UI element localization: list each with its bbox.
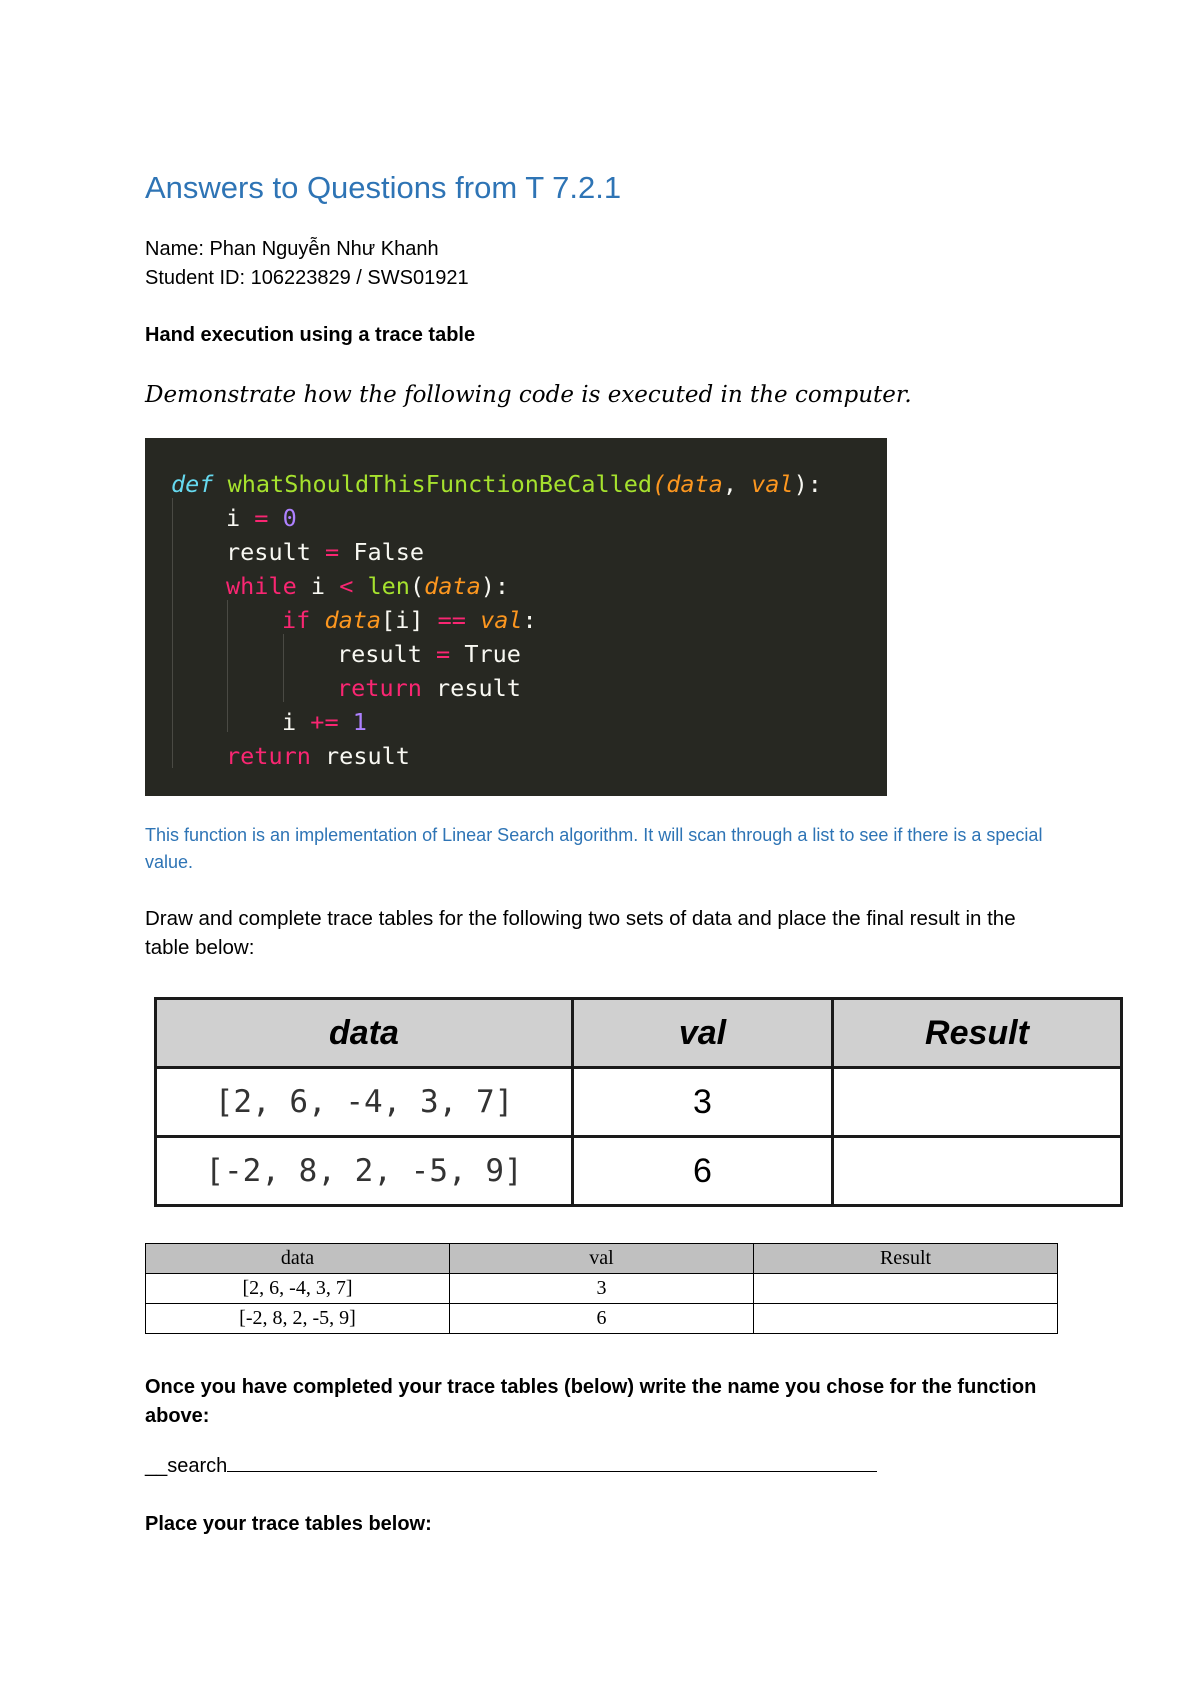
constant: False [353, 538, 425, 566]
column-header: val [450, 1244, 754, 1274]
operator: < [339, 572, 354, 600]
column-header: val [573, 999, 833, 1068]
punct: , [722, 470, 752, 498]
code-line-6 [337, 637, 521, 671]
identifier: i [296, 572, 340, 600]
column-header: data [156, 999, 573, 1068]
identifier: result [226, 538, 311, 566]
question-text: Once you have completed your trace tables (below) write the name you chose for the function above: [145, 1376, 1037, 1427]
keyword: return [337, 674, 422, 702]
keyword: return [226, 742, 311, 770]
indent-guide [172, 498, 173, 768]
table-row [146, 1304, 1058, 1334]
operator: == [423, 606, 481, 634]
instruction-text: Demonstrate how the following code is executed in the computer. [145, 382, 912, 408]
table-cell: 6 [450, 1304, 754, 1334]
keyword: while [226, 572, 297, 600]
code-line-4 [226, 569, 509, 603]
table-row [146, 1274, 1058, 1304]
table-cell: 3 [573, 1068, 833, 1137]
index: [i] [381, 606, 424, 634]
table-cell: [2, 6, -4, 3, 7] [146, 1274, 450, 1304]
punct: ( [409, 572, 425, 600]
table-row [156, 1137, 1122, 1206]
answer-text: __search [145, 1455, 228, 1477]
operator: = [310, 538, 354, 566]
number: 0 [282, 504, 297, 532]
table-cell[interactable] [754, 1274, 1058, 1304]
table-cell: [2, 6, -4, 3, 7] [156, 1068, 573, 1137]
code-line-1 [171, 467, 822, 501]
task-paragraph: Draw and complete trace tables for the following two sets of data and place the final result in the table below: [145, 907, 1016, 959]
code-line-9 [226, 739, 410, 773]
document-title: Answers to Questions from T 7.2.1 [145, 170, 622, 205]
table-cell: [-2, 8, 2, -5, 9] [156, 1137, 573, 1206]
code-line-8 [282, 705, 367, 739]
identifier: result [421, 674, 521, 702]
punct: ): [793, 470, 822, 498]
operator: = [421, 640, 465, 668]
constant: True [464, 640, 521, 668]
code-block [145, 438, 887, 796]
space [310, 606, 324, 634]
result-table [145, 1243, 1058, 1334]
column-header: Result [833, 999, 1122, 1068]
code-line-2 [226, 501, 297, 535]
column-header: data [146, 1244, 450, 1274]
punct: ): [480, 572, 510, 600]
number: 1 [352, 708, 367, 736]
table-cell: [-2, 8, 2, -5, 9] [146, 1304, 450, 1334]
function-name: whatShouldThisFunctionBeCalled [227, 470, 653, 498]
table-cell [833, 1068, 1122, 1137]
keyword: if [282, 606, 311, 634]
space [353, 572, 367, 600]
operator: += [296, 708, 353, 736]
identifier: result [337, 640, 422, 668]
punct: ( [652, 470, 667, 498]
param: data [666, 470, 723, 498]
punct: : [522, 606, 537, 634]
column-header: Result [754, 1244, 1058, 1274]
identifier: i [226, 504, 241, 532]
indent-guide [227, 600, 228, 732]
code-line-3 [226, 535, 424, 569]
indent-guide [283, 634, 284, 702]
table-cell [833, 1137, 1122, 1206]
param: data [324, 606, 382, 634]
student-name: Name: Phan Nguyễn Như Khanh [145, 238, 439, 260]
builtin: len [367, 572, 410, 600]
table-cell: 3 [450, 1274, 754, 1304]
closing-text: Place your trace tables below: [145, 1513, 432, 1535]
param: val [751, 470, 794, 498]
identifier: i [282, 708, 297, 736]
code-line-7 [337, 671, 521, 705]
param: data [424, 572, 481, 600]
student-id: Student ID: 106223829 / SWS01921 [145, 267, 469, 289]
param: val [480, 606, 523, 634]
table-cell: 6 [573, 1137, 833, 1206]
trace-input-table-image [154, 997, 1123, 1207]
table-cell[interactable] [754, 1304, 1058, 1334]
code-line-5 [282, 603, 537, 637]
keyword: def [171, 470, 214, 498]
section-heading: Hand execution using a trace table [145, 324, 476, 346]
answer-line [145, 1455, 877, 1478]
identifier: result [310, 742, 410, 770]
table-row [156, 1068, 1122, 1137]
explanation-note: This function is an implementation of Linear Search algorithm. It will scan through a list to see if there is a special value. [145, 825, 1043, 872]
operator: = [240, 504, 283, 532]
answer-underline [227, 1471, 877, 1472]
